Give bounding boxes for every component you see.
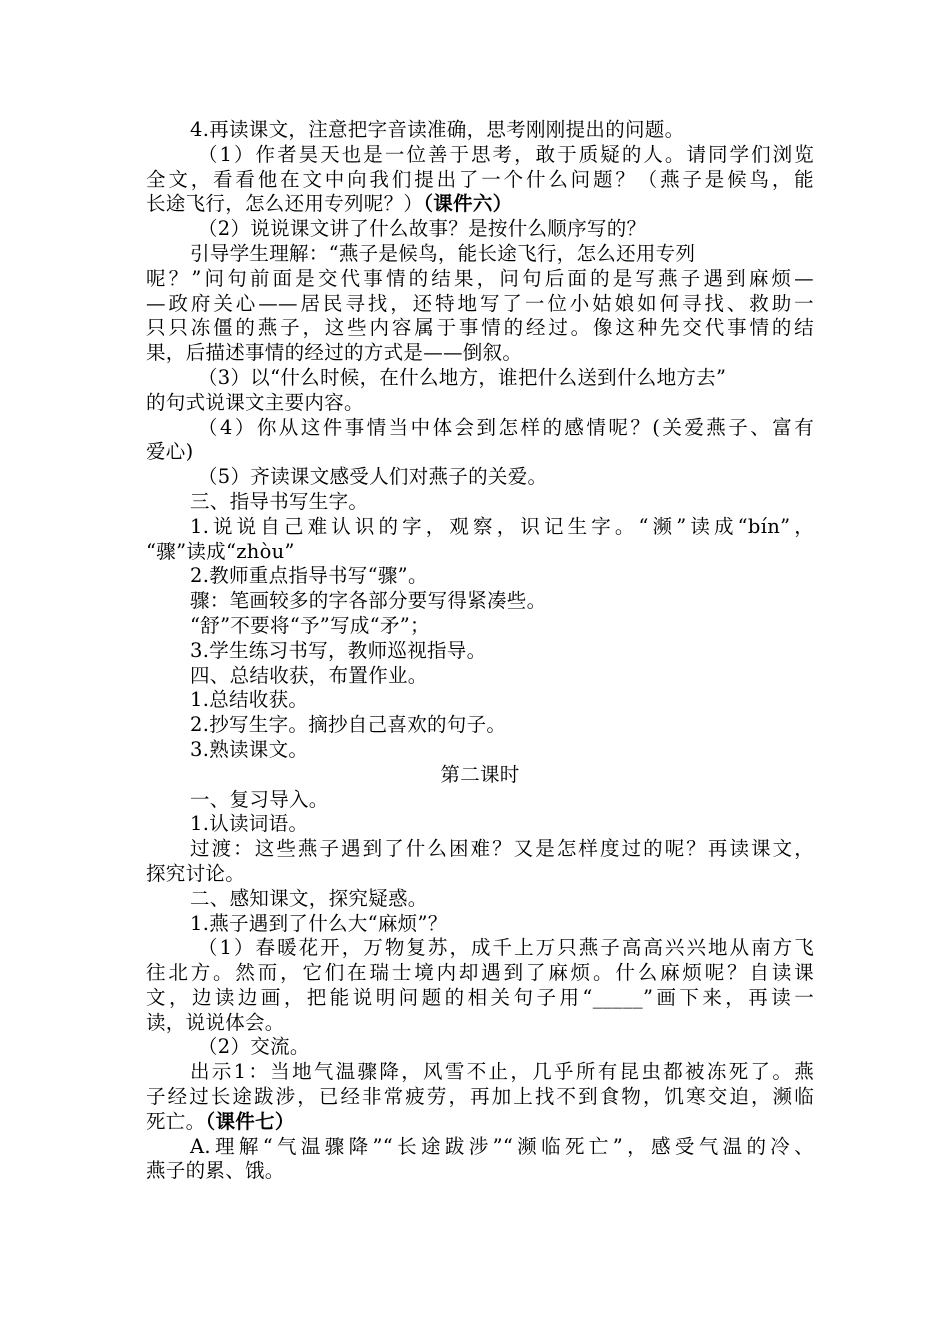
lesson-title: 第二课时	[440, 762, 520, 786]
text-line	[146, 1110, 814, 1135]
section-heading: 一、复习导入。	[190, 787, 329, 811]
text-line: “骤”读成“zhòu”	[146, 539, 295, 563]
text-line: 全文，看看他在文中向我们提出了一个什么问题？（燕子是候鸟，能	[146, 167, 814, 191]
text-line: 过渡：这些燕子遇到了什么困难？又是怎样度过的呢？再读课文，	[190, 837, 814, 861]
text-line: （3）以“什么时候，在什么地方，谁把什么送到什么地方去”	[198, 365, 727, 389]
text-line: “舒”不要将“予”写成“矛”；	[190, 613, 430, 637]
section-heading: 三、指导书写生字。	[190, 489, 369, 513]
text-span: 长途飞行，怎么还用专列呢？）	[146, 192, 424, 216]
text-line: 引导学生理解：“燕子是候鸟，能长途飞行，怎么还用专列	[190, 241, 696, 265]
text-line: （4）你从这件事情当中体会到怎样的感情呢？(关爱燕子、富有	[198, 415, 814, 439]
document-page	[146, 118, 814, 1184]
text-line: 3.熟读课文。	[190, 737, 309, 761]
text-line: 1.燕子遇到了什么大“麻烦”？	[190, 911, 448, 935]
text-line: （2）说说课文讲了什么故事？是按什么顺序写的？	[198, 217, 647, 241]
text-line: 1.认读词语。	[190, 812, 309, 836]
text-line: 1.说说自己难认识的字，观察，识记生字。“濒”读成“bín”，	[190, 514, 814, 538]
text-line: 读，说说体会。	[146, 1010, 285, 1034]
text-line: A.理解“气温骤降”“长途跋涉”“濒临死亡”，感受气温的冷、	[190, 1134, 814, 1158]
courseware-label: （课件六）	[423, 192, 513, 216]
text-line: （5）齐读课文感受人们对燕子的关爱。	[198, 465, 548, 489]
text-line: 文，边读边画，把能说明问题的相关句子用“_____”画下来，再读一	[146, 985, 814, 1009]
text-line: 3.学生练习书写，教师巡视指导。	[190, 638, 487, 662]
text-line	[146, 192, 814, 217]
text-line: 爱心)	[146, 440, 194, 464]
text-line: 出示1：当地气温骤降，风雪不止，几乎所有昆虫都被冻死了。燕	[190, 1060, 814, 1084]
text-line: 探究讨论。	[146, 861, 246, 885]
text-line: —政府关心——居民寻找，还特地写了一位小姑娘如何寻找、救助一	[146, 291, 814, 315]
text-span: 死亡。	[146, 1109, 206, 1133]
text-line: 2.抄写生字。摘抄自己喜欢的句子。	[190, 713, 507, 737]
text-line: （2）交流。	[198, 1035, 310, 1059]
courseware-label: （课件七）	[205, 1109, 295, 1133]
text-line: 骤：笔画较多的字各部分要写得紧凑些。	[190, 589, 547, 613]
text-line: 呢？”问句前面是交代事情的结果，问句后面的是写燕子遇到麻烦—	[146, 266, 814, 290]
text-line: 4.再读课文，注意把字音读准确，思考刚刚提出的问题。	[190, 118, 685, 141]
text-line: 的句式说课文主要内容。	[146, 390, 364, 414]
text-line: 燕子的累、饿。	[146, 1159, 285, 1183]
text-line: 往北方。然而，它们在瑞士境内却遇到了麻烦。什么麻烦呢？自读课	[146, 961, 814, 985]
section-heading: 四、总结收获，布置作业。	[190, 663, 428, 687]
text-line: 子经过长途跋涉，已经非常疲劳，再加上找不到食物，饥寒交迫，濒临	[146, 1085, 814, 1109]
text-line: 2.教师重点指导书写“骤”。	[190, 564, 428, 588]
section-heading: 二、感知课文，探究疑惑。	[190, 886, 428, 910]
text-line: 只只冻僵的燕子，这些内容属于事情的经过。像这种先交代事情的结	[146, 316, 814, 340]
text-line: 果，后描述事情的经过的方式是——倒叙。	[146, 341, 523, 365]
text-line: （1）作者昊天也是一位善于思考，敢于质疑的人。请同学们浏览	[198, 142, 814, 166]
text-line: （1）春暖花开，万物复苏，成千上万只燕子高高兴兴地从南方飞	[198, 936, 814, 960]
text-line: 1.总结收获。	[190, 688, 309, 712]
